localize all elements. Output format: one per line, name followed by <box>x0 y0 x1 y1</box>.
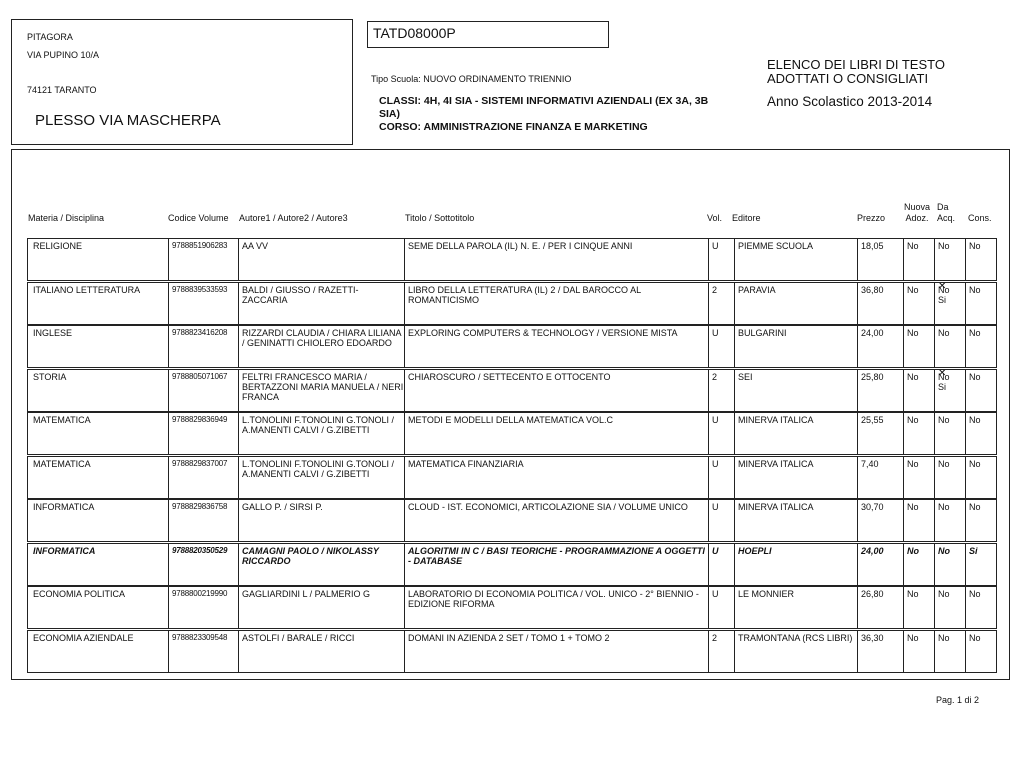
cell-materia: STORIA <box>33 371 67 382</box>
cell-editore: MINERVA ITALICA <box>734 413 857 454</box>
table-row <box>27 456 997 499</box>
cell-cons: No <box>965 457 998 498</box>
cell-editore: LE MONNIER <box>734 587 857 628</box>
cell-nuova: No <box>903 500 934 541</box>
cell-titolo: CHIAROSCURO / SETTECENTO E OTTOCENTO <box>404 370 708 411</box>
cell-materia: ITALIANO LETTERATURA <box>33 284 141 295</box>
cell-materia: INFORMATICA <box>33 502 95 512</box>
cell-editore: BULGARINI <box>734 326 857 367</box>
cell-materia: INGLESE <box>33 328 73 338</box>
col-header-vol: Vol. <box>707 213 723 223</box>
col-header-prezzo: Prezzo <box>857 213 886 223</box>
cell-editore: SEI <box>734 370 857 411</box>
school-city: 74121 TARANTO <box>27 85 97 95</box>
cell-prezzo: 24,00 <box>857 544 903 585</box>
school-info-box <box>11 19 353 145</box>
table-row <box>27 238 997 281</box>
cell-prezzo: 25,80 <box>857 370 903 411</box>
anno-scolastico: Anno Scolastico 2013-2014 <box>767 94 933 109</box>
cell-vol: U <box>708 326 734 367</box>
col-header-materia: Materia / Disciplina <box>28 213 105 223</box>
cell-prezzo: 30,70 <box>857 500 903 541</box>
cell-titolo: DOMANI IN AZIENDA 2 SET / TOMO 1 + TOMO 2 <box>404 631 708 672</box>
page-number: Pag. 1 di 2 <box>936 695 980 705</box>
cell-titolo: EXPLORING COMPUTERS & TECHNOLOGY / VERSIONE MISTA <box>404 326 708 367</box>
cell-titolo: LABORATORIO DI ECONOMIA POLITICA / VOL. UNICO - 2° BIENNIO - EDIZIONE RIFORMA <box>404 587 708 628</box>
table-row <box>27 630 997 673</box>
cell-vol: U <box>708 457 734 498</box>
cell-vol: U <box>708 500 734 541</box>
table-header <box>28 198 998 228</box>
document-title-line-2: ADOTTATI O CONSIGLIATI <box>767 70 929 86</box>
table-row <box>27 543 997 586</box>
cell-editore: HOEPLI <box>734 544 857 585</box>
cell-nuova: No <box>903 326 934 367</box>
school-address: VIA PUPINO 10/A <box>27 50 100 60</box>
col-header-editore: Editore <box>732 213 761 223</box>
cell-nuova: No <box>903 239 934 280</box>
cell-prezzo: 24,00 <box>857 326 903 367</box>
document-title-line-1: ELENCO DEI LIBRI DI TESTO <box>767 57 945 72</box>
cell-codice: 9788823416208 <box>168 326 238 367</box>
cell-nuova: No <box>903 631 934 672</box>
col-header-cons: Cons. <box>968 213 992 223</box>
cell-materia: INFORMATICA <box>33 545 96 556</box>
cell-autori: RIZZARDI CLAUDIA / CHIARA LILIANA / GENINATTI CHIOLERO EDOARDO <box>238 326 404 367</box>
cell-da: No <box>934 631 965 672</box>
cell-codice: 9788805071067 <box>168 370 238 411</box>
cell-da: No <box>934 457 965 498</box>
cell-da <box>934 283 965 324</box>
cell-codice: 9788829837007 <box>168 457 238 498</box>
cell-da: No <box>934 413 965 454</box>
cell-titolo: ALGORITMI IN C / BASI TEORICHE - PROGRAMMAZIONE A OGGETTI - DATABASE <box>404 544 708 585</box>
cell-codice: 9788829836949 <box>168 413 238 454</box>
cell-titolo: METODI E MODELLI DELLA MATEMATICA VOL.C <box>404 413 708 454</box>
da-acquistare-old: No ✕ <box>938 285 965 295</box>
da-acquistare-old: No ✕ <box>938 372 965 382</box>
table-row <box>27 282 997 325</box>
cell-cons: No <box>965 326 998 367</box>
table-row <box>27 586 997 629</box>
document-title <box>767 58 945 85</box>
cell-da: No <box>934 544 965 585</box>
col-header-da: Da Acq. <box>937 202 956 223</box>
cell-editore: TRAMONTANA (RCS LIBRI) <box>734 631 857 672</box>
cell-da: No <box>934 500 965 541</box>
school-code: TATD08000P <box>373 25 456 41</box>
cell-titolo: SEME DELLA PAROLA (IL) N. E. / PER I CINQUE ANNI <box>404 239 708 280</box>
cell-nuova: No <box>903 544 934 585</box>
cell-cons: No <box>965 239 998 280</box>
cell-materia: MATEMATICA <box>33 415 91 425</box>
cell-vol: U <box>708 587 734 628</box>
cell-cons: No <box>965 413 998 454</box>
cell-autori: GAGLIARDINI L / PALMERIO G <box>238 587 404 628</box>
cell-autori: ASTOLFI / BARALE / RICCI <box>238 631 404 672</box>
cell-nuova: No <box>903 587 934 628</box>
cell-autori: CAMAGNI PAOLO / NIKOLASSY RICCARDO <box>238 544 404 585</box>
cell-prezzo: 36,30 <box>857 631 903 672</box>
col-header-codice: Codice Volume <box>168 213 229 223</box>
cell-prezzo: 26,80 <box>857 587 903 628</box>
cell-autori: AA VV <box>238 239 404 280</box>
cell-codice: 9788800219990 <box>168 587 238 628</box>
cell-editore: MINERVA ITALICA <box>734 500 857 541</box>
cell-nuova: No <box>903 413 934 454</box>
cell-codice: 9788823309548 <box>168 631 238 672</box>
cell-codice: 9788839533593 <box>168 283 238 324</box>
cell-prezzo: 18,05 <box>857 239 903 280</box>
cell-cons: No <box>965 587 998 628</box>
cell-cons: No <box>965 631 998 672</box>
tipo-scuola: Tipo Scuola: NUOVO ORDINAMENTO TRIENNIO <box>371 74 572 84</box>
classi: CLASSI: 4H, 4I SIA - SISTEMI INFORMATIVI AZIENDALI (EX 3A, 3B SIA) <box>379 95 709 120</box>
cell-da: No <box>934 587 965 628</box>
cell-materia: MATEMATICA <box>33 458 91 469</box>
cell-codice: 9788820350529 <box>168 544 238 585</box>
cell-cons: No <box>965 500 998 541</box>
cell-codice: 9788829836758 <box>168 500 238 541</box>
cell-vol: 2 <box>708 631 734 672</box>
cell-editore: PIEMME SCUOLA <box>734 239 857 280</box>
cell-prezzo: 25,55 <box>857 413 903 454</box>
book-table <box>27 238 997 672</box>
cell-da: No <box>934 239 965 280</box>
cell-cons: Si <box>965 544 998 585</box>
da-acquistare-new: Si <box>938 381 947 392</box>
cell-titolo: CLOUD - IST. ECONOMICI, ARTICOLAZIONE SIA / VOLUME UNICO <box>404 500 708 541</box>
col-header-titolo: Titolo / Sottotitolo <box>405 213 475 223</box>
classi-corso <box>379 95 709 134</box>
cell-nuova: No <box>903 283 934 324</box>
cell-vol: 2 <box>708 283 734 324</box>
cell-nuova: No <box>903 457 934 498</box>
cell-nuova: No <box>903 370 934 411</box>
cell-titolo: MATEMATICA FINANZIARIA <box>404 457 708 498</box>
cell-codice: 9788851906283 <box>168 239 238 280</box>
cell-vol: U <box>708 239 734 280</box>
cell-vol: 2 <box>708 370 734 411</box>
cell-editore: PARAVIA <box>734 283 857 324</box>
cell-materia: RELIGIONE <box>33 241 83 251</box>
da-acquistare-new: Si <box>938 294 947 305</box>
table-row <box>27 412 997 455</box>
cell-vol: U <box>708 413 734 454</box>
table-row <box>27 499 997 542</box>
school-code-box <box>367 21 609 48</box>
cell-da <box>934 370 965 411</box>
cell-autori: FELTRI FRANCESCO MARIA / BERTAZZONI MARIA MANUELA / NERI FRANCA <box>238 370 404 411</box>
cell-vol: U <box>708 544 734 585</box>
cell-materia: ECONOMIA POLITICA <box>33 589 126 599</box>
cell-materia: ECONOMIA AZIENDALE <box>33 632 134 643</box>
cell-autori: GALLO P. / SIRSI P. <box>238 500 404 541</box>
school-name: PITAGORA <box>27 32 73 42</box>
cell-titolo: LIBRO DELLA LETTERATURA (IL) 2 / DAL BAROCCO AL ROMANTICISMO <box>404 283 708 324</box>
col-header-autori: Autore1 / Autore2 / Autore3 <box>239 213 348 223</box>
cell-editore: MINERVA ITALICA <box>734 457 857 498</box>
col-header-nuova: Nuova Adoz. <box>903 202 930 223</box>
plesso-title: PLESSO VIA MASCHERPA <box>35 112 221 129</box>
cell-autori: BALDI / GIUSSO / RAZETTI-ZACCARIA <box>238 283 404 324</box>
cell-cons: No <box>965 283 998 324</box>
table-row <box>27 325 997 368</box>
cell-prezzo: 36,80 <box>857 283 903 324</box>
corso: CORSO: AMMINISTRAZIONE FINANZA E MARKETING <box>379 121 648 133</box>
cell-da: No <box>934 326 965 367</box>
cell-autori: L.TONOLINI F.TONOLINI G.TONOLI / A.MANENTI CALVI / G.ZIBETTI <box>238 457 404 498</box>
table-row <box>27 369 997 412</box>
cell-autori: L.TONOLINI F.TONOLINI G.TONOLI / A.MANENTI CALVI / G.ZIBETTI <box>238 413 404 454</box>
cell-cons: No <box>965 370 998 411</box>
cell-prezzo: 7,40 <box>857 457 903 498</box>
